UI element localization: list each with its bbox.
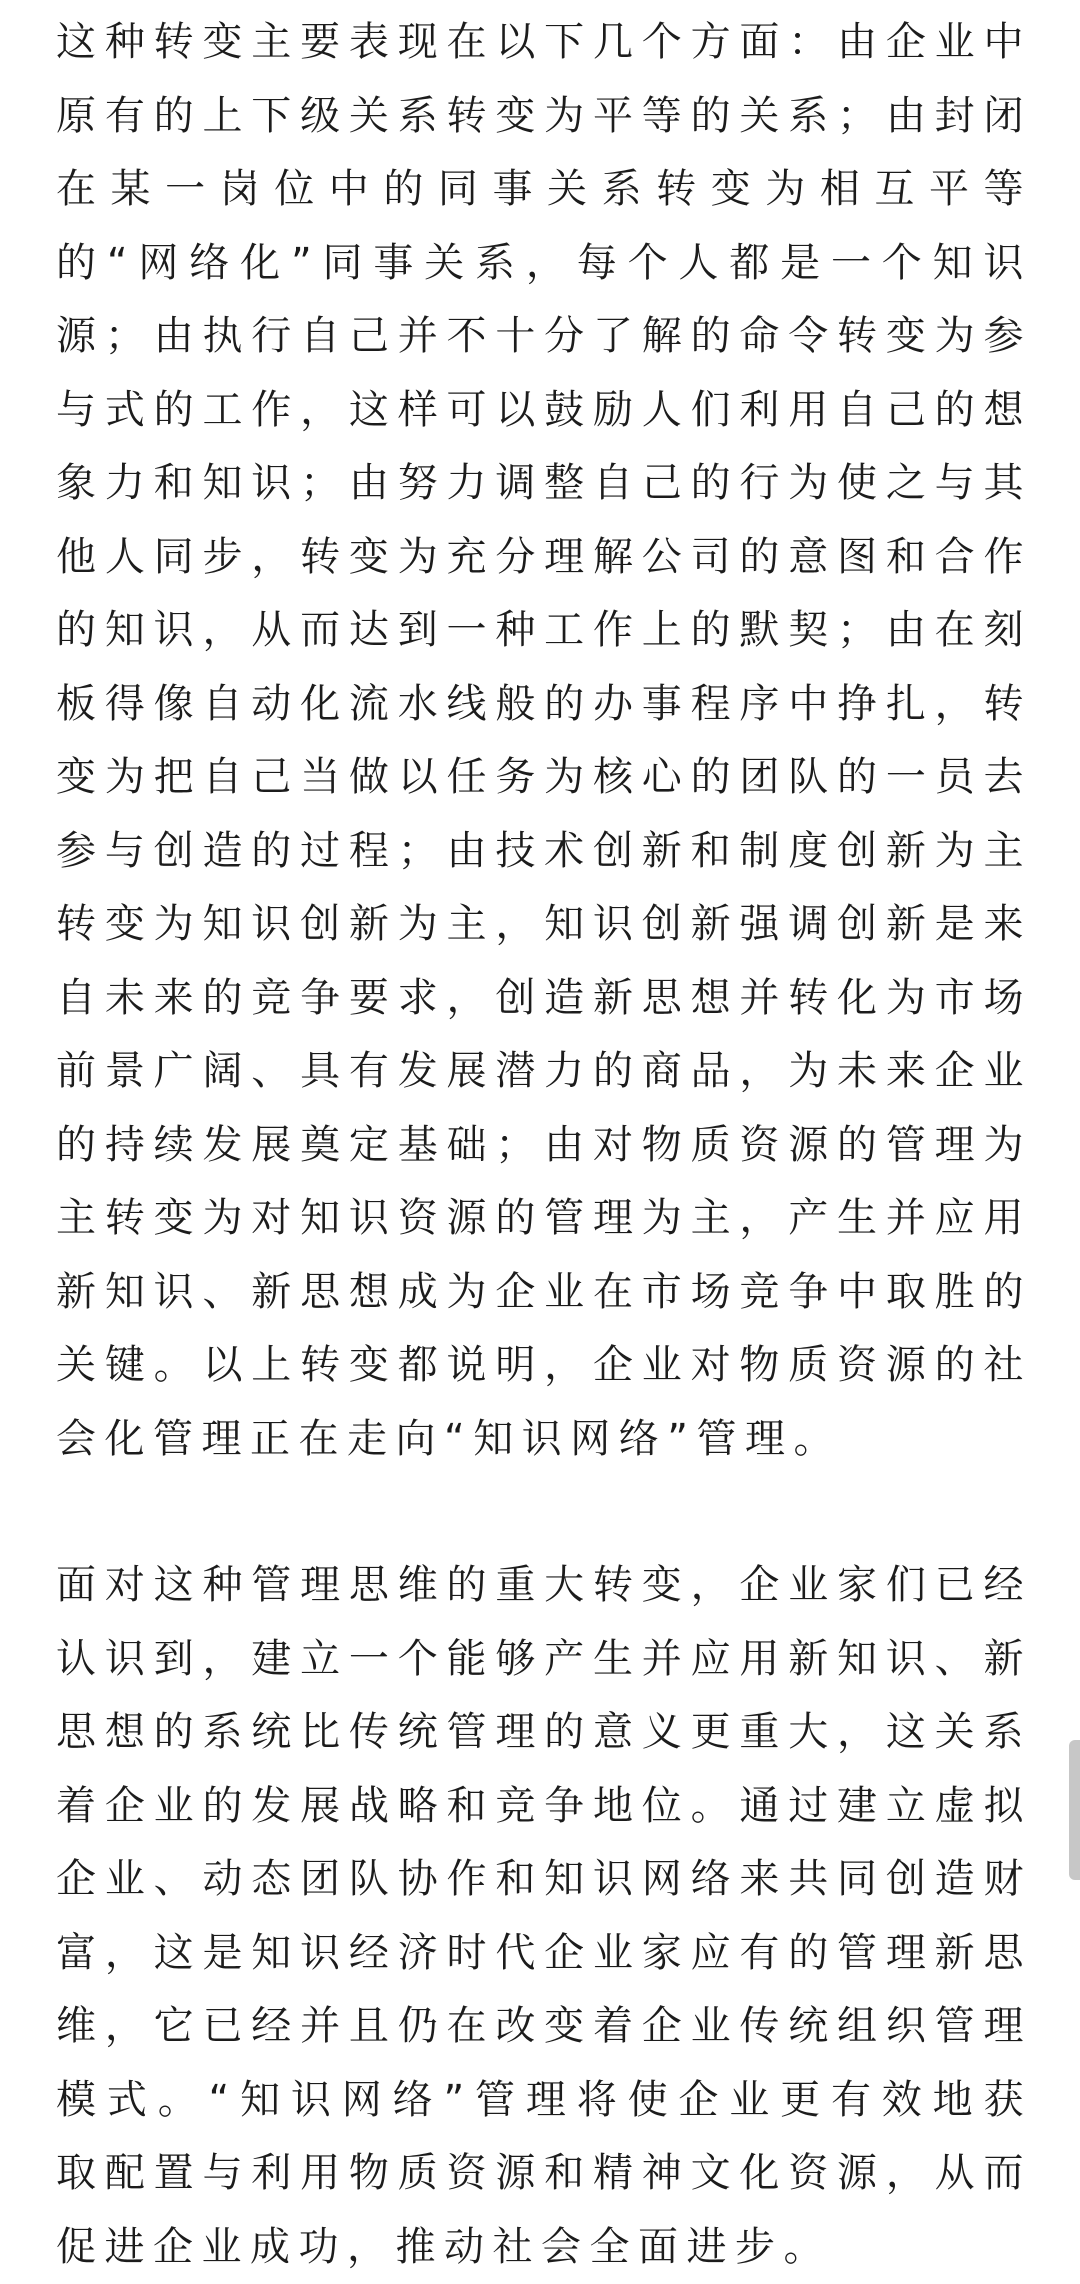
scrollbar-thumb[interactable] [1069, 1740, 1080, 1880]
paragraph: 这种转变主要表现在以下几个方面：由企业中原有的上下级关系转变为平等的关系；由封闭在某一岗位中的同事关系转变为相互平等的“网络化”同事关系，每个人都是一个知识源；由执行自己并不十分了解的命令转变为参与式的工作，这样可以鼓励人们利用自己的想象力和知识；由努力调整自己的行为使之与其他人同步，转变为充分理解公司的意图和合作的知识，从而达到一种工作上的默契；由在刻板得像自动化流水线般的办事程序中挣扎，转变为把自己当做以任务为核心的团队的一员去参与创造的过程；由技术创新和制度创新为主转变为知识创新为主，知识创新强调创新是来自未来的竞争要求，创造新思想并转化为市场前景广阔、具有发展潜力的商品，为未来企业的持续发展奠定基础；由对物质资源的管理为主转变为对知识资源的管理为主，产生并应用新知识、新思想成为企业在市场竞争中取胜的关键。以上转变都说明，企业对物质资源的社会化管理正在走向“知识网络”管理。 [56, 19, 1032, 1462]
article-body [56, 0, 1032, 2284]
paragraph: 面对这种管理思维的重大转变，企业家们已经认识到，建立一个能够产生并应用新知识、新思想的系统比传统管理的意义更重大，这关系着企业的发展战略和竞争地位。通过建立虚拟企业、动态团队协作和知识网络来共同创造财富，这是知识经济时代企业家应有的管理新思维，它已经并且仍在改变着企业传统组织管理模式。“知识网络”管理将使企业更有效地获取配置与利用物质资源和精神文化资源，从而促进企业成功，推动社会全面进步。 [56, 1562, 1032, 2270]
